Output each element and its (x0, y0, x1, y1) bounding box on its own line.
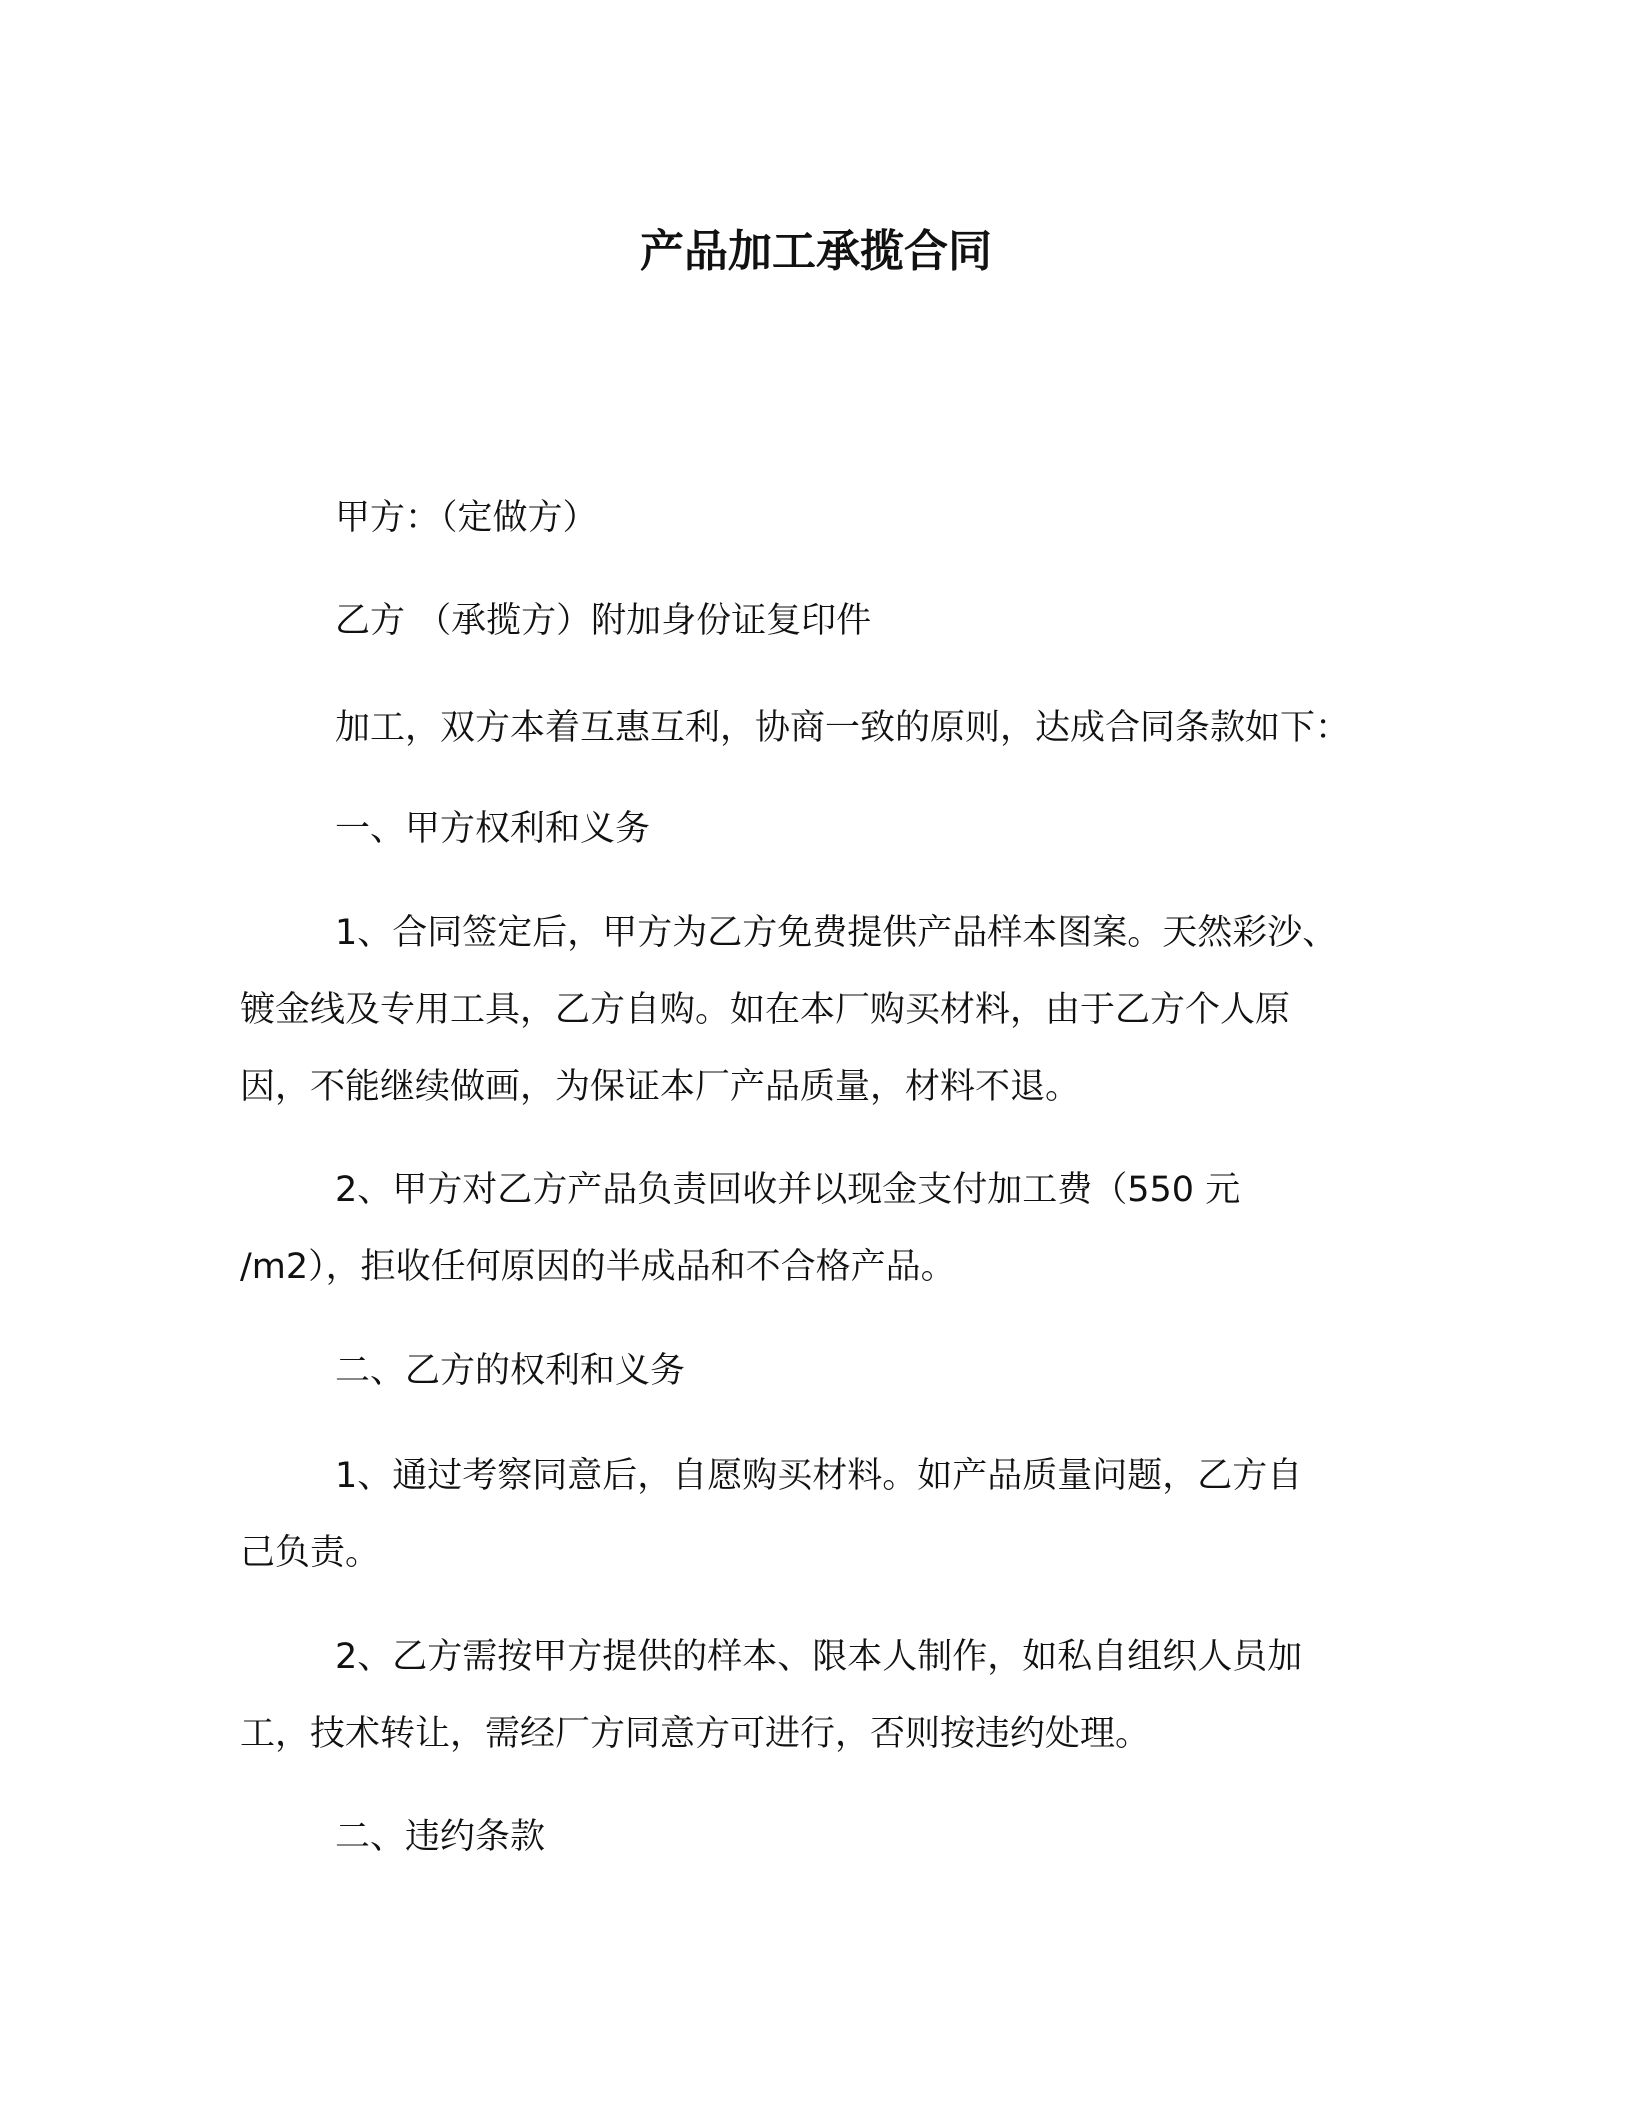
clause-a2-line-2: /m2），拒收任何原因的半成品和不合格产品。 (240, 1247, 956, 1287)
section-heading-party-a-rights: 一、甲方权利和义务 (335, 809, 651, 849)
clause-a2-line-1: 2、甲方对乙方产品负责回收并以现金支付加工费（550 元 (335, 1170, 1241, 1210)
clause-a1-line-3: 因，不能继续做画，为保证本厂产品质量，材料不退。 (240, 1067, 1081, 1107)
clause-b1-line-1: 1、通过考察同意后，自愿购买材料。如产品质量问题，乙方自 (335, 1456, 1303, 1496)
document-title: 产品加工承揽合同 (640, 226, 992, 277)
preamble-paragraph: 加工，双方本着互惠互利，协商一致的原则，达成合同条款如下： (335, 708, 1351, 748)
party-b-line: 乙方 （承揽方）附加身份证复印件 (335, 601, 872, 641)
section-heading-breach-terms: 二、违约条款 (335, 1817, 546, 1857)
clause-a1-line-2: 镀金线及专用工具，乙方自购。如在本厂购买材料，由于乙方个人原 (240, 990, 1291, 1030)
section-heading-party-b-rights: 二、乙方的权利和义务 (335, 1351, 686, 1391)
party-a-line: 甲方：（定做方） (335, 498, 598, 538)
clause-b2-line-1: 2、乙方需按甲方提供的样本、限本人制作，如私自组织人员加 (335, 1637, 1303, 1677)
clause-a1-line-1: 1、合同签定后，甲方为乙方免费提供产品样本图案。天然彩沙、 (335, 913, 1338, 953)
clause-b2-line-2: 工，技术转让，需经厂方同意方可进行，否则按违约处理。 (240, 1714, 1151, 1754)
clause-b1-line-2: 己负责。 (240, 1533, 381, 1573)
